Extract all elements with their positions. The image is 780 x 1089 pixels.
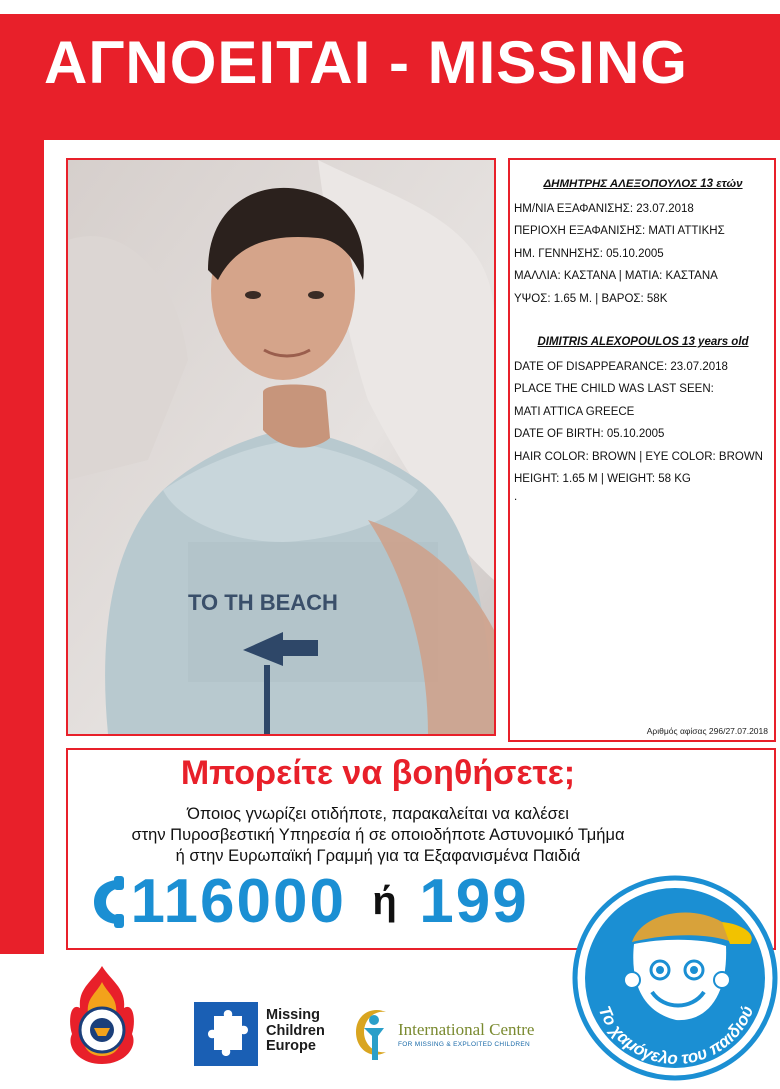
smile-logo-text: Το χαμόγελο του παιδιού <box>594 1003 758 1069</box>
help-line: στην Πυροσβεστική Υπηρεσία ή σε οποιοδήποτε Αστυνομικό Τμήμα <box>131 826 625 844</box>
info-line-greek: ΜΑΛΛΙΑ: ΚΑΣΤΑΝΑ | ΜΑΤΙΑ: ΚΑΣΤΑΝΑ <box>514 270 718 283</box>
info-panel <box>508 158 776 742</box>
left-red-border <box>0 14 44 954</box>
mce-word: Children <box>266 1022 325 1039</box>
shirt-print: TO TH BEACH <box>188 590 338 615</box>
phone-numbers <box>86 866 529 936</box>
missing-children-europe-logo <box>194 1002 334 1066</box>
phone-icon <box>86 874 126 930</box>
info-line-english: HAIR COLOR: BROWN | EYE COLOR: BROWN <box>514 450 763 463</box>
mce-wordmark <box>266 1008 325 1055</box>
info-line-english: DATE OF BIRTH: 05.10.2005 <box>514 428 665 441</box>
icmec-subtitle: FOR MISSING & EXPLOITED CHILDREN <box>398 1041 531 1048</box>
fire-service-logo <box>66 964 138 1066</box>
info-line-english: DATE OF DISAPPEARANCE: 23.07.2018 <box>514 361 728 374</box>
phone-or: ή <box>372 879 397 923</box>
icmec-name: International Centre <box>398 1020 535 1039</box>
phone-number-primary[interactable]: 116000 <box>130 867 346 936</box>
trailing-dot: . <box>514 491 518 504</box>
info-line-english: HEIGHT: 1.65 M | WEIGHT: 58 KG <box>514 473 691 486</box>
info-line-greek: ΗΜ. ΓΕΝΝΗΣΗΣ: 05.10.2005 <box>514 247 664 260</box>
missing-person-photo <box>66 158 496 736</box>
mce-word: Europe <box>266 1038 316 1054</box>
icmec-logo <box>350 1002 550 1064</box>
photo-illustration <box>68 160 494 734</box>
name-greek: ΔΗΜΗΤΡΗΣ ΑΛΕΞΟΠΟΥΛΟΣ 13 ετών <box>543 178 743 190</box>
info-line-greek: ΥΨΟΣ: 1.65 Μ. | ΒΑΡΟΣ: 58Κ <box>514 292 668 305</box>
help-line: Όποιος γνωρίζει οτιδήποτε, παρακαλείται να καλέσει <box>187 805 569 823</box>
icmec-emblem <box>350 1002 394 1064</box>
phone-number-secondary[interactable]: 199 <box>419 867 529 936</box>
puzzle-icon <box>194 1002 258 1066</box>
info-line-english: PLACE THE CHILD WAS LAST SEEN: <box>514 383 714 396</box>
smile-of-the-child-logo <box>572 872 778 1084</box>
poster-title: ΑΓΝΟΕΙΤΑΙ - MISSING <box>44 29 688 96</box>
help-instructions <box>68 804 688 867</box>
help-title: Μπορείτε να βοηθήσετε; <box>180 754 576 792</box>
info-line-english: MATI ATTICA GREECE <box>514 405 635 418</box>
info-content <box>514 178 772 504</box>
info-line-greek: ΠΕΡΙΟΧΗ ΕΞΑΦΑΝΙΣΗΣ: ΜΑΤΙ ΑΤΤΙΚΗΣ <box>514 225 725 238</box>
name-english: DIMITRIS ALEXOPOULOS 13 years old <box>537 336 749 349</box>
info-line-greek: ΗΜ/ΝΙΑ ΕΞΑΦΑΝΙΣΗΣ: 23.07.2018 <box>514 203 694 215</box>
mce-word: Missing <box>266 1007 320 1023</box>
help-line: ή στην Ευρωπαϊκή Γραμμή για τα Εξαφανισμένα Παιδιά <box>175 847 581 865</box>
poster-number: Αριθμός αφίσας 296/27.07.2018 <box>646 726 768 736</box>
